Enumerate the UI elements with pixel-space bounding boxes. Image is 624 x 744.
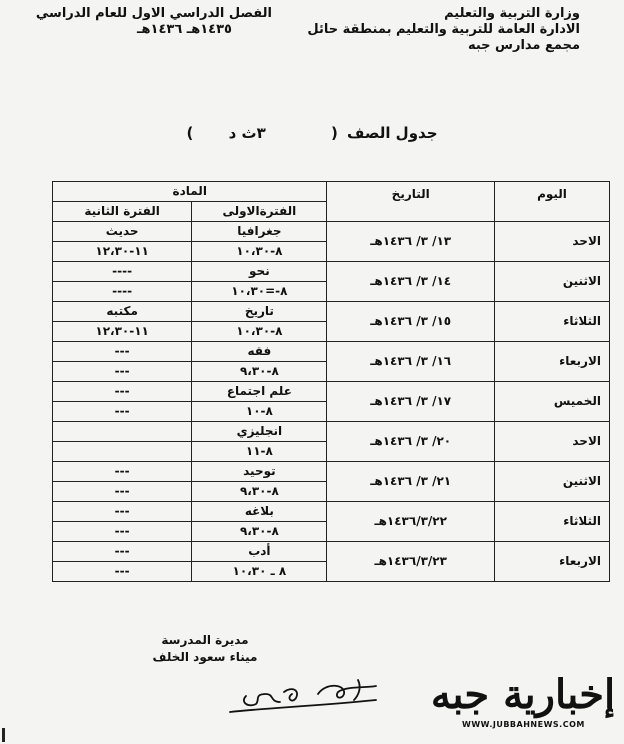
table-row xyxy=(53,462,610,482)
period2-time-cell: ١١-١٢،٣٠ xyxy=(53,242,192,262)
period1-subject-cell: بلاغه xyxy=(192,502,327,522)
period2-subject-cell: حديث xyxy=(53,222,192,242)
day-cell: الاثنين xyxy=(494,262,609,302)
academic-year: ١٤٣٥هـ ١٤٣٦هـ xyxy=(137,22,232,37)
period1-subject-cell: توحيد xyxy=(192,462,327,482)
school-complex-name: مجمع مدارس جبه xyxy=(467,38,580,53)
day-cell: الاربعاء xyxy=(494,342,609,382)
day-cell: الاثنين xyxy=(494,462,609,502)
period1-subject-cell: انجليزي xyxy=(192,422,327,442)
period2-time-cell: ١١-١٢،٣٠ xyxy=(53,322,192,342)
header-left xyxy=(12,6,272,38)
title-open-paren: ( xyxy=(330,124,338,142)
logo-url: WWW.JUBBAHNEWS.COM xyxy=(462,720,585,729)
period1-subject-cell: فقه xyxy=(192,342,327,362)
table-row xyxy=(53,302,610,322)
header-right xyxy=(307,6,580,54)
period2-time-cell xyxy=(53,442,192,462)
period2-subject-cell: --- xyxy=(53,542,192,562)
period1-time-cell: ٨-٩،٣٠ xyxy=(192,362,327,382)
date-cell: ١٤٣٦/٣/٢٢هـ xyxy=(327,502,495,542)
period2-subject-cell: --- xyxy=(53,502,192,522)
day-cell: الثلاثاء xyxy=(494,502,609,542)
day-cell: الثلاثاء xyxy=(494,302,609,342)
handwritten-signature xyxy=(226,668,416,718)
header-period1: الفترةالاولى xyxy=(192,202,327,222)
period2-time-cell: --- xyxy=(53,402,192,422)
period1-time-cell: ٨-٩،٣٠ xyxy=(192,482,327,502)
date-cell: ١٧/ ٣/ ١٤٣٦هـ xyxy=(327,382,495,422)
table-row xyxy=(53,342,610,362)
header-date: التاريخ xyxy=(327,182,495,222)
title-close-paren: ) xyxy=(186,124,194,142)
period2-subject-cell: --- xyxy=(53,342,192,362)
period2-time-cell: --- xyxy=(53,482,192,502)
period1-subject-cell: علم اجتماع xyxy=(192,382,327,402)
period1-time-cell: ٨-١١ xyxy=(192,442,327,462)
date-cell: ١٥/ ٣/ ١٤٣٦هـ xyxy=(327,302,495,342)
class-name: ٣ث د xyxy=(228,124,266,142)
period1-time-cell: ٨-١٠،٣٠ xyxy=(192,242,327,262)
period2-subject-cell: مكتبه xyxy=(53,302,192,322)
period2-time-cell: --- xyxy=(53,522,192,542)
period1-subject-cell: نحو xyxy=(192,262,327,282)
day-cell: الخميس xyxy=(494,382,609,422)
jubbah-news-logo xyxy=(428,662,618,722)
header-period2: الفترة الثانية xyxy=(53,202,192,222)
period2-subject-cell: --- xyxy=(53,382,192,402)
semester-label: الفصل الدراسي الاول للعام الدراسي xyxy=(35,6,272,21)
period1-time-cell: ٨-١٠،٣٠ xyxy=(192,322,327,342)
period1-time-cell: ٨ ـ ١٠،٣٠ xyxy=(192,562,327,582)
directorate-name: الادارة العامة للتربية والتعليم بمنطقة حائل xyxy=(307,22,580,37)
header-subject: المادة xyxy=(53,182,327,202)
date-cell: ٢٠/ ٣/ ١٤٣٦هـ xyxy=(327,422,495,462)
table-row xyxy=(53,502,610,522)
principal-role: مديرة المدرسة xyxy=(161,633,249,647)
date-cell: ١٦/ ٣/ ١٤٣٦هـ xyxy=(327,342,495,382)
period1-time-cell: ٨-=١٠،٣٠ xyxy=(192,282,327,302)
period1-time-cell: ٨-٩،٣٠ xyxy=(192,522,327,542)
date-cell: ١٣/ ٣/ ١٤٣٦هـ xyxy=(327,222,495,262)
scan-edge xyxy=(2,728,5,742)
day-cell: الاربعاء xyxy=(494,542,609,582)
table-row xyxy=(53,422,610,442)
ministry-name: وزارة التربية والتعليم xyxy=(444,6,580,21)
day-cell: الاحد xyxy=(494,422,609,462)
period1-subject-cell: تاريخ xyxy=(192,302,327,322)
period2-subject-cell: ---- xyxy=(53,262,192,282)
period2-subject-cell xyxy=(53,422,192,442)
page-title xyxy=(0,124,624,142)
day-cell: الاحد xyxy=(494,222,609,262)
date-cell: ١٤٣٦/٣/٢٣هـ xyxy=(327,542,495,582)
period2-time-cell: --- xyxy=(53,562,192,582)
period2-subject-cell: --- xyxy=(53,462,192,482)
period1-subject-cell: أدب xyxy=(192,542,327,562)
signature-block xyxy=(0,632,410,666)
date-cell: ٢١/ ٣/ ١٤٣٦هـ xyxy=(327,462,495,502)
date-cell: ١٤/ ٣/ ١٤٣٦هـ xyxy=(327,262,495,302)
title-label: جدول الصف xyxy=(347,124,438,142)
period1-time-cell: ٨-١٠ xyxy=(192,402,327,422)
period2-time-cell: ---- xyxy=(53,282,192,302)
table-row xyxy=(53,222,610,242)
svg-text:إخبارية جبه: إخبارية جبه xyxy=(430,671,616,718)
period1-subject-cell: جغرافيا xyxy=(192,222,327,242)
table-row xyxy=(53,382,610,402)
table-row xyxy=(53,262,610,282)
table-row xyxy=(53,542,610,562)
header-day: اليوم xyxy=(494,182,609,222)
principal-name: ميناء سعود الخلف xyxy=(152,650,258,664)
schedule-table xyxy=(52,181,610,582)
period2-time-cell: --- xyxy=(53,362,192,382)
